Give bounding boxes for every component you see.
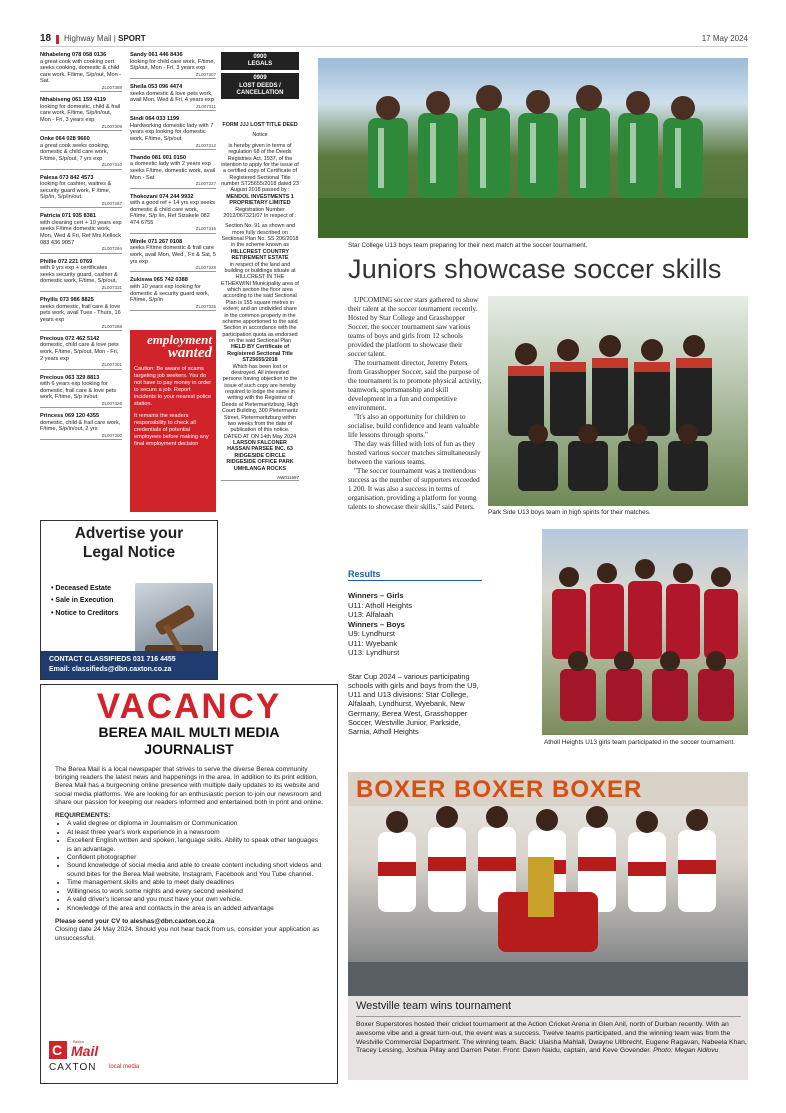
ad-ref: ZL007300 [40, 433, 122, 440]
ad-text: looking for child care work, F/time, S/p/out, Mon - Fri, 3 years exp [130, 58, 215, 72]
logo-berea: Berea [73, 1039, 84, 1044]
lost-deeds-title: LOST DEEDS / CANCELLATION [236, 82, 284, 96]
team-figures-2 [488, 296, 748, 506]
ad-text: with 9 yrs exp + certificates seeks security guard, cashier & domestic work, F/time, S/p/out, [40, 265, 118, 285]
section-bar [56, 35, 59, 44]
employment-wanted-box [130, 330, 216, 512]
contact-phone: CONTACT CLASSIFIEDS 031 716 4455 [49, 656, 176, 663]
classified-ad [130, 84, 216, 111]
requirement-item: • Knowledge of the area and contacts in the area is an added advantage [67, 905, 323, 913]
story-paragraph: "The soccer tournament was a tremendous success as the number of supporters exceeded 1 200. It was also a success in terms of organisation, providing a platform for young talents to showcase their skills," said Peters. [348, 467, 480, 511]
ad-ref: ZL007294 [40, 246, 122, 253]
caption-star-college: Star College U13 boys team preparing for their next match at the soccer tournament. [348, 242, 588, 249]
ad-text: Hardworking domestic lady with 7 years exp looking for domestic work, F/time, S/p/out [130, 122, 214, 142]
divider [356, 1016, 741, 1017]
employment-title: employment [147, 332, 212, 347]
ad-text: a great cook seeks cooking, domestic & child care work, F/time, S/p/out, 7 yrs exp [40, 142, 110, 162]
classified-ad [40, 213, 122, 253]
ad-ref: ZL007326 [40, 401, 122, 408]
requirement-item: • Excellent English written and spoken, language skills. Ability to speak other languages is an advantage. [67, 837, 323, 854]
legals-headings [221, 52, 299, 102]
legal-notice [221, 122, 299, 481]
park-side-team-photo [488, 296, 748, 506]
ad-ref: ZL007301 [40, 362, 122, 369]
ad-phone: Precious 072 462 5142 [40, 335, 100, 342]
star-college-team-photo [318, 58, 748, 238]
westville-body: Boxer Superstores hosted their cricket tournament at the Action Cricket Arena in Glen Anil, north of Durban recently. With an awesome vibe and a great turn-out, the event was a success. Twelve teams participated, and the winning team was from the Westville Commercial Department. The winning team. Back: Ulaisha Mahlall, Dwayne Ullbrecht, Eugene Ragavan, Nabeela Khan, Tracey Lessing, Joshua Pillay and Darren Peter. Front: Dawn Naidu, captain, and Keve Govender. [356, 1021, 747, 1055]
ad-phone: Thando 081 001 0150 [130, 154, 186, 161]
ad-text: a domestic lady with 2 years exp seeks F/time, domestic work, avail Mon - Sat [130, 161, 216, 181]
vacancy-title: VACANCY [96, 687, 282, 726]
ad-ref: ZL007288 [40, 324, 122, 331]
photo-credit: Photo: Megan Ndlovu [653, 1047, 719, 1055]
closing-date: Closing date 24 May 2024. Should you not hear back from us, consider your application as unsuccessful. [55, 926, 320, 942]
requirement-item: • A valid degree or diploma in Journalism or Communication [67, 820, 323, 828]
ad-ref: ZL007328 [130, 265, 216, 272]
atholl-heights-team-photo [542, 529, 748, 735]
requirement-item: • Sound knowledge of social media and able to create content including short videos and sound bites for the Berea Mail website, Instagram, Facebook and You Tube channel. [67, 862, 323, 879]
ad-ref: ZL007310 [40, 162, 122, 169]
ad-phone: Thokozani 074 244 9932 [130, 193, 194, 200]
ad-ref: ZL007388 [40, 85, 122, 92]
story-headline: Juniors showcase soccer skills [348, 254, 722, 284]
vacancy-intro: The Berea Mail is a local newspaper that strives to serve the diverse Berea community bringing readers the latest news and happenings in the area. In addition to its print edition, Berea Mail has a burgeoning online presence with multiple daily updates to its website and social media platforms. We are looking for an enthusiastic person to join our newsroom and share our passion for keeping our readers informed and entertained both in print and online. [55, 765, 323, 807]
ad-text: with cleaning cert + 10 years exp seeks F/time domestic work, Mon, Wed & Fri, Ref Mrs Kellock 083 436 9057 [40, 219, 122, 246]
requirements-title: REQUIREMENTS: [55, 811, 111, 819]
westville-text [356, 1021, 748, 1056]
notice-scheme: HILLCREST COUNTRY RETIREMENT ESTATE [230, 248, 290, 262]
ad-phone: Precious 063 329 8813 [40, 374, 100, 381]
issue-date: 17 May 2024 [701, 34, 748, 43]
contact-email: Email: classifieds@dbn.caxton.co.za [49, 665, 172, 673]
ad-ref: ZL007325 [130, 304, 216, 311]
ad-text: looking for cashier, waitres & security guard work, F /time, S/p/in, S/p/in/out [40, 181, 112, 201]
caxton-logo [47, 1039, 167, 1075]
classified-ad [40, 136, 122, 170]
send-cv: Please send your CV to aleshas@dbn.caxton.co.za [55, 918, 215, 926]
responsibility-text: It remains the readers responsibility to check all credentials of potential employees before making any final employment decision [134, 412, 209, 447]
classified-ad [40, 52, 122, 92]
logo-caxton: CAXTON [49, 1062, 97, 1073]
ad-phone: Nthabeleng 078 058 0136 [40, 52, 107, 58]
legals-title: LEGALS [247, 61, 273, 68]
ad-phone: Sindi 064 033 1199 [130, 116, 180, 123]
classifieds-column-1 [40, 52, 122, 445]
classified-ad [130, 239, 216, 273]
publication-name: Highway Mail [64, 34, 112, 43]
ad-ref: ZL007331 [40, 285, 122, 292]
notice-body-5: Which has been lost or destroyed. All interested persons having objection to the issue of such copy are hereby required to lodge the same in writing with the Registrar of Deeds at Pietermaritzburg, High Court Building, 300 Pietermaritz Street, Pietermaritzburg within two weeks from the date of publication of this notice. DATED AT ON 14th May 2024 [221, 363, 299, 440]
contact-footer [41, 651, 217, 679]
notice-held: HELD BY Certificate of Registered Sectional Title ST25655/2018 [227, 344, 293, 364]
team-figures-4 [348, 772, 748, 996]
page-number: 18 [40, 33, 52, 44]
results-note: Star Cup 2024 – various participating schools with girls and boys from the U9, U11 and U13 divisions: Star College, Alfalaah, Lyndhurst, Wyebank, New Germany, Berea West, Grasshopper Soccer, Westville Junior, Parkside, Sarnia, Atholl Heights [348, 671, 479, 737]
notice-company: MENDOL INVESTMENTS 1 PROPRIETARY LIMITED [226, 193, 294, 207]
classified-ad [130, 277, 216, 311]
page-header [40, 33, 748, 47]
ad-text: with a good ref + 14 yrs exp seeks domestic & child care work, F/time, S/p /in, Ref Sizakele 082 474 6755 [130, 200, 216, 226]
classified-ad [130, 116, 216, 150]
ad-ref: ZL007312 [130, 143, 216, 150]
ad-phone: Sandy 061 446 8436 [130, 52, 183, 58]
classified-ad [40, 336, 122, 370]
notice-body-2: Registration Number 2012/067321/07 In respect of : [223, 206, 297, 219]
ad-ref: ZL007316 [130, 226, 216, 233]
caption-atholl-heights: Atholl Heights U13 girls team participated in the soccer tournament. [544, 739, 736, 746]
results-box [348, 569, 482, 736]
classified-ad [130, 194, 216, 234]
requirement-item: • Time management skills and able to meet daily deadlines [67, 879, 323, 887]
legals-heading [221, 52, 299, 70]
result-line: Winners – Girls [348, 591, 404, 601]
advertise-legal-notice-box [40, 520, 218, 680]
legal-notice-list [49, 585, 120, 622]
result-line: U13: Alfalaah [348, 610, 394, 620]
caption-park-side: Park Side U13 boys team in high spirits for their matches. [488, 509, 651, 516]
logo-mail: Mail [71, 1043, 99, 1059]
requirements-list [55, 820, 323, 913]
story-body [348, 296, 482, 512]
results-title: Results [348, 569, 482, 581]
ad-text: seeks domestic, frail care & love pets work, avail Tues - Thurs, 16 years exp [40, 303, 121, 323]
section-label: Highway Mail | SPORT [64, 34, 146, 43]
wanted-title: wanted [167, 345, 212, 361]
classified-ad [40, 175, 122, 209]
ad-phone: Phyllis 073 986 8825 [40, 297, 94, 304]
ad-text: with 10 years exp looking for domestic & security guard work, F/time, S/p/in [130, 284, 210, 304]
caution-text: Caution: Be aware of scams targeting job seekers. You do not have to pay money in order to secure a job. Report incidents to your nearest police station. [134, 366, 212, 407]
ad-phone: Patricia 071 935 8381 [40, 213, 96, 220]
list-item: • Notice to Creditors [49, 610, 120, 618]
story-paragraph: The day was filled with lots of fun as they hosted various soccer matches simultaneously between the various teams. [348, 440, 481, 466]
notice-label: Notice [252, 132, 268, 139]
svg-text:C: C [52, 1042, 63, 1058]
advertise-title: Advertise your Legal Notice [74, 525, 184, 561]
westville-team-photo [348, 772, 748, 996]
logo-local-media: local media [109, 1064, 140, 1070]
vacancy-ad [40, 684, 338, 1084]
ad-phone: Onke 064 028 9660 [40, 135, 90, 142]
notice-body-1: is hereby given in terms of regulation 68 of the Deeds Registries Act, 1937, of the intention to apply for the issue of a certified copy of Certificate of Registered Sectional Title number ST25655/2018 dated 23 August 2018 passed by : [221, 142, 299, 194]
result-line: Winners – Boys [348, 619, 405, 629]
result-line: U9: Lyndhurst [348, 629, 395, 639]
classified-ad [40, 375, 122, 409]
list-item: • Deceased Estate [49, 585, 120, 593]
ad-phone: Nthabiseng 061 159 4119 [40, 97, 106, 104]
notice-ref: AW011597 [221, 475, 299, 481]
westville-caption-box [348, 996, 748, 1080]
ad-phone: Sheila 053 096 4474 [130, 84, 183, 91]
ad-text: domestic, child & frail care work, F/time, S/p/in/out, 2 yrs [40, 419, 121, 433]
list-item: • Sale in Execution [49, 597, 120, 605]
notice-body-4: in respect of the land and building or buildings situate at HILLCREST IN THE ETHEKWINI Municipality area of which section the floor area according to the said Sectional Plan is 155 square metres in extent; and an undivided share in the common property in the scheme apportioned to the said Section in accordance with the participation quota as endorsed on the said Sectional Plan [221, 261, 299, 344]
results-list [348, 591, 482, 657]
ad-text: domestic, child care & love pets work, F/time, S/p/out, Mon - Fri, 2 years exp [40, 342, 119, 362]
story-paragraph: The tournament director, Jeremy Peters from Grasshopper Soccer, said the purpose of the tournament is to promote physical activity, teamwork, sportsmanship and skill development in a fun and competitive environment. [348, 359, 482, 412]
ad-text: seeks domestic & love pets work, avail Mon, Wed & Fri, 4 years exp [130, 90, 214, 104]
ad-ref: ZL007327 [130, 181, 216, 188]
ad-ref: ZL007309 [40, 124, 122, 131]
requirement-item: • Willingness to work some nights and every second weekend [67, 888, 323, 896]
requirement-item: • Confident photographer [67, 854, 323, 862]
ad-text: a great cook with cooking cert seeks cooking, domestic & child care work, F/time, S/p/out, Mon - Sat. [40, 58, 122, 85]
team-figures-3 [542, 529, 748, 735]
ad-text: seeks F/time domestic & frail care work, avail Mon, Wed , Fri & Sat, 5 yrs exp [130, 245, 217, 265]
notice-form: FORM JJJ LOST TITLE DEED [222, 122, 298, 128]
ad-text: with 6 years exp looking for domestic, frail care & love pets work, F/time, S/p in/out [40, 381, 117, 401]
notice-body-3: Section No. 91 as shown and more fully described on Sectional Plan No. SS 206/2018 in the scheme known as [221, 223, 299, 249]
requirement-item: • At least three year's work experience in a newsroom [67, 829, 323, 837]
lost-deeds-code: 0909 [253, 75, 267, 82]
classified-ad [40, 97, 122, 131]
notice-signature: LARSON FALCONER HASSAN PARSEE INC. 63 RIDGESIDE CIRCLE RIDGESIDE OFFICE PARK UMHLANGA ROCKS [226, 440, 294, 472]
story-paragraph: "It's also an opportunity for children to socialise, build confidence and learn valuable life lessons through sports." [348, 413, 479, 439]
classifieds-column-2 [130, 52, 216, 316]
classified-ad [130, 52, 216, 79]
result-line: U11: Wyebank [348, 638, 398, 648]
requirement-item: • A valid driver's license and you must have your own vehicle. [67, 896, 323, 904]
lost-deeds-heading [221, 73, 299, 99]
vacancy-body [41, 766, 337, 944]
ad-ref: ZL007287 [40, 201, 122, 208]
classified-ad [130, 155, 216, 189]
classified-ad [40, 413, 122, 440]
result-line: U13: Lyndhurst [348, 648, 400, 658]
section-name: SPORT [118, 34, 146, 43]
vacancy-subtitle: BEREA MAIL MULTI MEDIA JOURNALIST [98, 724, 280, 757]
ad-ref: ZL007311 [130, 104, 216, 111]
ad-phone: Phillie 072 221 0769 [40, 258, 93, 265]
classified-ad [40, 297, 122, 331]
legals-code: 0900 [253, 54, 267, 60]
ad-ref: ZL007307 [130, 72, 216, 79]
ad-text: looking for domestic, child & frail care work, F/time, S/p/in/out, Mon - Fri, 3 years exp [40, 103, 121, 124]
ad-phone: Zukiswa 065 742 0388 [130, 277, 188, 284]
boxer-banner: BOXER BOXER BOXER [348, 772, 748, 806]
story-paragraph: UPCOMING soccer stars gathered to show their talent at the soccer tournament recently. Hosted by Star College and Grasshopper Soccer, the soccer tournament saw various teams of boys and girls from 12 schools provided the platform to showcase their soccer talent. [348, 296, 479, 358]
ad-phone: Winile 071 267 0108 [130, 238, 183, 245]
ad-phone: Princess 069 120 4355 [40, 413, 100, 420]
westville-title: Westville team wins tournament [356, 1000, 512, 1012]
classified-ad [40, 259, 122, 293]
result-line: U11: Atholl Heights [348, 600, 413, 610]
ad-phone: Palesa 073 842 4573 [40, 174, 94, 181]
team-figures [318, 58, 748, 238]
